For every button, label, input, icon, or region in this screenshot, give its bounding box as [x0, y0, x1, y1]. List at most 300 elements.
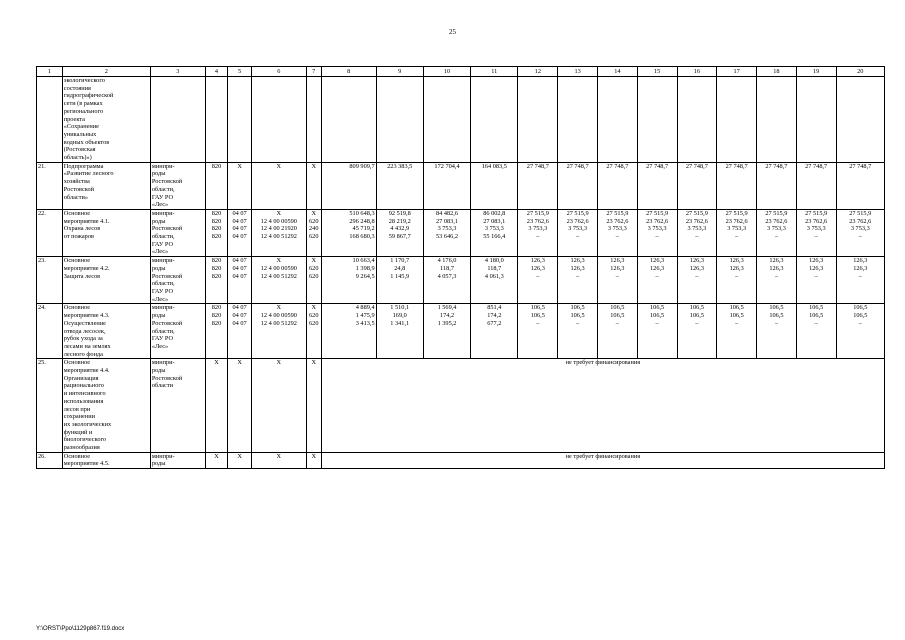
amount-cell-value: 27 515,9	[606, 209, 629, 217]
amount-cell-value: 106,5	[570, 312, 585, 320]
vr-code	[306, 304, 321, 359]
grbs-code-value: 820	[211, 304, 222, 312]
amount-cell: 164 083,5	[471, 162, 518, 209]
amount-cell-value: 1 145,9	[390, 272, 410, 280]
amount-cell-value: 59 867,7	[388, 233, 411, 241]
table-row	[37, 162, 885, 209]
amount-cell-value: 1 475,9	[355, 312, 375, 320]
rzpr-code	[228, 304, 252, 359]
amount-cell-value: 3 413,5	[355, 319, 375, 327]
empty-cell	[376, 77, 423, 163]
rzpr-code	[228, 257, 252, 304]
vr-code	[306, 257, 321, 304]
amount-cell-value: 106,5	[853, 304, 868, 312]
vr-code-value: 620	[309, 312, 319, 320]
empty-cell	[637, 77, 677, 163]
executor-line: ГАУ РО	[151, 193, 174, 201]
program-name-line: «Сохранение	[63, 123, 99, 131]
amount-cell-value: 10 663,4	[352, 257, 375, 265]
amount-cell-value: 126,3	[530, 257, 545, 265]
executor	[150, 209, 205, 256]
amount-cell	[677, 257, 717, 304]
program-name	[62, 304, 150, 359]
amount-cell-value: –	[536, 233, 540, 241]
amount-cell	[518, 304, 558, 359]
program-name-line: мероприятие 4.2.	[63, 264, 110, 272]
program-name	[62, 359, 150, 452]
amount-cell-value: 126,3	[610, 257, 625, 265]
amount-cell	[677, 304, 717, 359]
amount-cell: 27 748,7	[677, 162, 717, 209]
amount-cell-value: 27 515,9	[685, 209, 708, 217]
csr-code	[251, 304, 306, 359]
row-number: 22.	[37, 209, 63, 256]
amount-cell-value: 23 762,6	[685, 217, 708, 225]
program-name-line: регионального	[63, 107, 104, 115]
vr-code-value: Х	[311, 209, 317, 217]
amount-cell-value: 126,3	[729, 264, 744, 272]
program-name-line: Защита лесов	[63, 272, 101, 280]
table-row-continuation	[37, 77, 885, 163]
amount-cell-value: 126,3	[689, 264, 704, 272]
col-header: 1	[37, 67, 63, 77]
amount-cell-value: 126,3	[530, 264, 545, 272]
amount-cell	[321, 304, 376, 359]
amount-cell-value: 126,3	[570, 264, 585, 272]
amount-cell-value: 3 753,3	[850, 225, 870, 233]
csr-code-value: Х	[276, 209, 282, 217]
empty-cell	[757, 77, 797, 163]
amount-cell-value: 27 515,9	[566, 209, 589, 217]
empty-cell	[471, 77, 518, 163]
table-row	[37, 452, 885, 468]
program-name	[62, 257, 150, 304]
amount-cell-value: –	[615, 272, 619, 280]
csr-code: Х	[251, 162, 306, 209]
amount-cell	[717, 257, 757, 304]
amount-cell	[597, 257, 637, 304]
amount-cell-value: –	[858, 233, 862, 241]
executor-line: «Лес»	[151, 342, 169, 350]
row-number: 25.	[37, 359, 63, 452]
amount-cell	[471, 257, 518, 304]
executor-line: Ростовской	[151, 225, 183, 233]
amount-cell-value: 4 176,0	[437, 257, 457, 265]
amount-cell-value: –	[695, 233, 699, 241]
executor	[150, 359, 205, 452]
amount-cell-value: 126,3	[570, 257, 585, 265]
amount-cell-value: 126,3	[769, 257, 784, 265]
grbs-code: Х	[205, 452, 228, 468]
rzpr-code-value: 04 07	[232, 319, 247, 327]
executor-line: «Лес»	[151, 295, 169, 303]
csr-code-value: Х	[276, 257, 282, 265]
program-name-line: хозяйства	[63, 178, 90, 186]
amount-cell-value: 3 753,3	[806, 225, 826, 233]
amount-cell-value: 3 753,3	[484, 225, 504, 233]
csr-code-value: 12 4 00 00590	[260, 312, 297, 320]
rzpr-code-value: 04 07	[232, 225, 247, 233]
amount-cell	[376, 304, 423, 359]
col-header: 20	[836, 67, 884, 77]
executor-line: области	[151, 382, 173, 390]
table-row	[37, 304, 885, 359]
executor-line: роды	[151, 460, 166, 468]
amount-cell-value: 4 432,9	[390, 225, 410, 233]
executor-line: минпри-	[151, 359, 175, 367]
executor-line: минпри-	[151, 162, 175, 170]
amount-cell-value: –	[576, 233, 580, 241]
amount-cell-value: 23 762,6	[725, 217, 748, 225]
col-header: 15	[637, 67, 677, 77]
program-name-line: сохранении	[63, 413, 95, 421]
amount-cell-value: 4 889,4	[355, 304, 375, 312]
amount-cell	[637, 257, 677, 304]
csr-code	[251, 257, 306, 304]
amount-cell-value: –	[536, 272, 540, 280]
col-header: 11	[471, 67, 518, 77]
amount-cell-value: –	[695, 319, 699, 327]
amount-cell-value: –	[615, 319, 619, 327]
program-name-line: рубок ухода за	[63, 335, 103, 343]
amount-cell	[471, 209, 518, 256]
amount-cell-value: 27 083,1	[435, 217, 459, 225]
amount-cell-value: 126,3	[729, 257, 744, 265]
vr-code: Х	[306, 359, 321, 452]
executor-line: ГАУ РО	[151, 335, 174, 343]
executor	[150, 452, 205, 468]
amount-cell	[637, 304, 677, 359]
amount-cell	[471, 304, 518, 359]
empty-cell	[306, 77, 321, 163]
executor-line: Ростовской	[151, 272, 183, 280]
program-name-line: лесами на землях	[63, 342, 111, 350]
amount-cell-value: 106,5	[729, 304, 744, 312]
csr-code-value: Х	[276, 304, 282, 312]
amount-cell-value: 106,5	[570, 304, 585, 312]
amount-cell	[637, 209, 677, 256]
program-name-line: область)»)	[63, 154, 92, 162]
amount-cell-value: 126,3	[689, 257, 704, 265]
amount-cell	[321, 257, 376, 304]
no-funding-note: не требует финансирования	[321, 452, 884, 468]
amount-cell-value: 106,5	[769, 304, 784, 312]
amount-cell-value: –	[774, 233, 778, 241]
amount-cell	[423, 304, 470, 359]
rzpr-code-value: 04 07	[232, 304, 247, 312]
amount-cell-value: 55 166,4	[483, 233, 506, 241]
amount-cell: 27 748,7	[597, 162, 637, 209]
amount-cell-value: –	[655, 319, 659, 327]
amount-cell	[796, 209, 836, 256]
csr-code-value: 12 4 00 51292	[260, 319, 297, 327]
program-name-line: «Развитие лесного	[63, 170, 114, 178]
amount-cell-value: –	[735, 272, 739, 280]
amount-cell-value: 4 057,3	[437, 272, 457, 280]
rzpr-code-value: 04 07	[232, 272, 247, 280]
amount-cell	[518, 209, 558, 256]
amount-cell: 223 383,5	[376, 162, 423, 209]
executor-line: области,	[151, 185, 175, 193]
amount-cell: 27 748,7	[836, 162, 884, 209]
program-name-line: гидрографической	[63, 92, 114, 100]
amount-cell	[717, 304, 757, 359]
rzpr-code-value: 04 07	[232, 264, 247, 272]
amount-cell	[757, 209, 797, 256]
amount-cell-value: 126,3	[809, 264, 824, 272]
amount-cell-value: 27 515,9	[849, 209, 872, 217]
amount-cell-value: 3 753,3	[437, 225, 457, 233]
empty-cell	[677, 77, 717, 163]
amount-cell-value: –	[814, 319, 818, 327]
program-name-line: проекта	[63, 115, 85, 123]
csr-code: Х	[251, 359, 306, 452]
amount-cell	[558, 304, 598, 359]
amount-cell: 809 909,7	[321, 162, 376, 209]
rzpr-code: Х	[228, 452, 252, 468]
amount-cell-value: 106,5	[689, 312, 704, 320]
program-name-line: функций и	[63, 428, 93, 436]
amount-cell-value: 106,5	[769, 312, 784, 320]
grbs-code-value: 820	[211, 217, 222, 225]
program-name-line: Подпрограмма	[63, 162, 104, 170]
executor	[150, 257, 205, 304]
col-header: 12	[518, 67, 558, 77]
program-name-line: разнообразия	[63, 444, 100, 452]
amount-cell-value: 510 648,3	[349, 209, 375, 217]
empty-cell	[321, 77, 376, 163]
amount-cell-value: 86 002,8	[483, 209, 506, 217]
executor-line: ГАУ РО	[151, 287, 174, 295]
executor-line: области,	[151, 327, 175, 335]
amount-cell	[796, 304, 836, 359]
amount-cell-value: 106,5	[610, 304, 625, 312]
row-number: 24.	[37, 304, 63, 359]
col-header: 7	[306, 67, 321, 77]
col-header: 6	[251, 67, 306, 77]
program-name-line: отвода лесосек,	[63, 327, 106, 335]
program-name-line: Охрана лесов	[63, 225, 101, 233]
amount-cell-value: 1 395,2	[437, 319, 457, 327]
empty-cell	[251, 77, 306, 163]
executor-line: минпри-	[151, 257, 175, 265]
amount-cell-value: 106,5	[809, 304, 824, 312]
amount-cell-value: 92 519,8	[388, 209, 411, 217]
amount-cell: 27 748,7	[796, 162, 836, 209]
rzpr-code: Х	[228, 359, 252, 452]
amount-cell: 27 748,7	[637, 162, 677, 209]
col-header: 9	[376, 67, 423, 77]
amount-cell-value: 106,5	[610, 312, 625, 320]
executor-line: Ростовской	[151, 178, 183, 186]
amount-cell-value: 677,2	[487, 319, 502, 327]
amount-cell-value: 27 515,9	[725, 209, 748, 217]
grbs-code: Х	[205, 359, 228, 452]
amount-cell-value: –	[774, 272, 778, 280]
amount-cell-value: 27 515,9	[805, 209, 828, 217]
program-name-line: уникальных	[63, 130, 97, 138]
empty-cell	[836, 77, 884, 163]
vr-code-value: 620	[309, 233, 319, 241]
empty-cell	[423, 77, 470, 163]
amount-cell-value: –	[576, 272, 580, 280]
amount-cell: 27 748,7	[757, 162, 797, 209]
amount-cell	[558, 257, 598, 304]
rzpr-code	[228, 209, 252, 256]
amount-cell-value: 3 753,3	[568, 225, 588, 233]
rzpr-code-value: 04 07	[232, 312, 247, 320]
amount-cell-value: 23 762,6	[566, 217, 589, 225]
amount-cell	[518, 257, 558, 304]
amount-cell-value: 118,7	[487, 264, 502, 272]
amount-cell	[677, 209, 717, 256]
amount-cell-value: 106,5	[853, 312, 868, 320]
rzpr-code: Х	[228, 162, 252, 209]
grbs-code-value: 820	[211, 257, 222, 265]
amount-cell-value: 106,5	[530, 312, 545, 320]
amount-cell-value: 106,5	[689, 304, 704, 312]
amount-cell-value: 23 762,6	[849, 217, 872, 225]
program-name-line: экологического	[63, 77, 105, 84]
executor-line: области,	[151, 280, 175, 288]
amount-cell-value: 27 515,9	[765, 209, 788, 217]
amount-cell-value: 168 680,3	[349, 233, 375, 241]
amount-cell-value: 23 762,6	[646, 217, 669, 225]
program-name-line: Организация	[63, 374, 99, 382]
amount-cell-value: 4 180,0	[484, 257, 504, 265]
empty-cell	[597, 77, 637, 163]
col-header: 10	[423, 67, 470, 77]
budget-table	[36, 66, 885, 469]
grbs-code-value: 820	[211, 264, 222, 272]
executor-line: роды	[151, 170, 166, 178]
executor-line: области,	[151, 233, 175, 241]
amount-cell-value: –	[615, 233, 619, 241]
amount-cell-value: 53 646,2	[435, 233, 459, 241]
csr-code-value: 12 4 00 00590	[260, 264, 297, 272]
amount-cell	[423, 209, 470, 256]
amount-cell-value: 23 762,6	[765, 217, 788, 225]
table-row	[37, 257, 885, 304]
col-header: 17	[717, 67, 757, 77]
executor-line: роды	[151, 264, 166, 272]
csr-code: Х	[251, 452, 306, 468]
csr-code	[251, 209, 306, 256]
amount-cell-value: –	[655, 272, 659, 280]
program-name-line: Осуществление	[63, 319, 106, 327]
program-name-line: их экологических	[63, 420, 112, 428]
vr-code-value: 620	[309, 319, 319, 327]
program-name-line: использования	[63, 397, 104, 405]
program-name-line: Основное	[63, 304, 91, 312]
grbs-code-value: 820	[211, 233, 222, 241]
csr-code-value: 12 4 00 51292	[260, 233, 297, 241]
executor-line: Ростовской	[151, 374, 183, 382]
program-name-line: мероприятие 4.4.	[63, 367, 110, 375]
executor-line: минпри-	[151, 209, 175, 217]
empty-cell	[150, 77, 205, 163]
col-header: 5	[228, 67, 252, 77]
amount-cell-value: 27 515,9	[646, 209, 669, 217]
amount-cell-value: 27 083,1	[483, 217, 506, 225]
program-name-line: мероприятие 4.3.	[63, 312, 110, 320]
col-header: 8	[321, 67, 376, 77]
table-row	[37, 359, 885, 452]
program-name	[62, 452, 150, 468]
executor	[150, 304, 205, 359]
executor-line: ГАУ РО	[151, 240, 174, 248]
amount-cell	[558, 209, 598, 256]
empty-cell	[518, 77, 558, 163]
row-number-cell	[37, 77, 63, 163]
amount-cell	[796, 257, 836, 304]
program-name-line: (Ростовская	[63, 146, 96, 154]
col-header: 16	[677, 67, 717, 77]
amount-cell-value: 23 762,6	[606, 217, 629, 225]
program-name-line: мероприятие 4.5.	[63, 460, 110, 468]
executor-line: роды	[151, 217, 166, 225]
amount-cell	[597, 209, 637, 256]
vr-code-value: 620	[309, 217, 319, 225]
empty-cell	[228, 77, 252, 163]
amount-cell-value: 126,3	[650, 264, 665, 272]
amount-cell-value: 126,3	[650, 257, 665, 265]
program-name-line: Основное	[63, 257, 91, 265]
amount-cell-value: –	[576, 319, 580, 327]
csr-code-value: 12 4 00 00590	[260, 217, 297, 225]
amount-cell-value: –	[536, 319, 540, 327]
amount-cell	[423, 257, 470, 304]
program-name-line: Основное	[63, 359, 91, 367]
amount-cell-value: 1 510,1	[390, 304, 410, 312]
csr-code-value: 12 4 00 51292	[260, 272, 297, 280]
program-name-line: состояния	[63, 84, 91, 92]
amount-cell-value: 174,2	[487, 312, 502, 320]
amount-cell-value: –	[858, 319, 862, 327]
row-number: 23.	[37, 257, 63, 304]
amount-cell-value: 3 753,3	[607, 225, 627, 233]
amount-cell-value: 23 762,6	[805, 217, 828, 225]
empty-cell	[796, 77, 836, 163]
grbs-code-value: 820	[211, 225, 222, 233]
amount-cell-value: 118,7	[440, 264, 454, 272]
page-number: 25	[449, 28, 456, 36]
vr-code-value: Х	[311, 257, 317, 265]
amount-cell-value: 24,8	[394, 264, 406, 272]
amount-cell-value: –	[814, 233, 818, 241]
empty-cell	[558, 77, 598, 163]
amount-cell-value: –	[774, 319, 778, 327]
program-name-line: лесов при	[63, 405, 91, 413]
vr-code: Х	[306, 452, 321, 468]
amount-cell-value: 169,0	[392, 312, 407, 320]
program-name-line: биологического	[63, 436, 107, 444]
vr-code-value: 620	[309, 272, 319, 280]
program-name	[62, 162, 150, 209]
amount-cell-value: –	[858, 272, 862, 280]
row-number: 26.	[37, 452, 63, 468]
program-name-line: Основное	[63, 209, 91, 217]
program-name-line: и интенсивного	[63, 390, 106, 398]
executor-line: минпри-	[151, 452, 175, 460]
amount-cell-value: –	[655, 233, 659, 241]
row-number: 21.	[37, 162, 63, 209]
grbs-code-value: 820	[211, 319, 222, 327]
amount-cell-value: –	[695, 272, 699, 280]
amount-cell-value: –	[735, 319, 739, 327]
rzpr-code-value: 04 07	[232, 209, 247, 217]
amount-cell-value: 126,3	[610, 264, 625, 272]
